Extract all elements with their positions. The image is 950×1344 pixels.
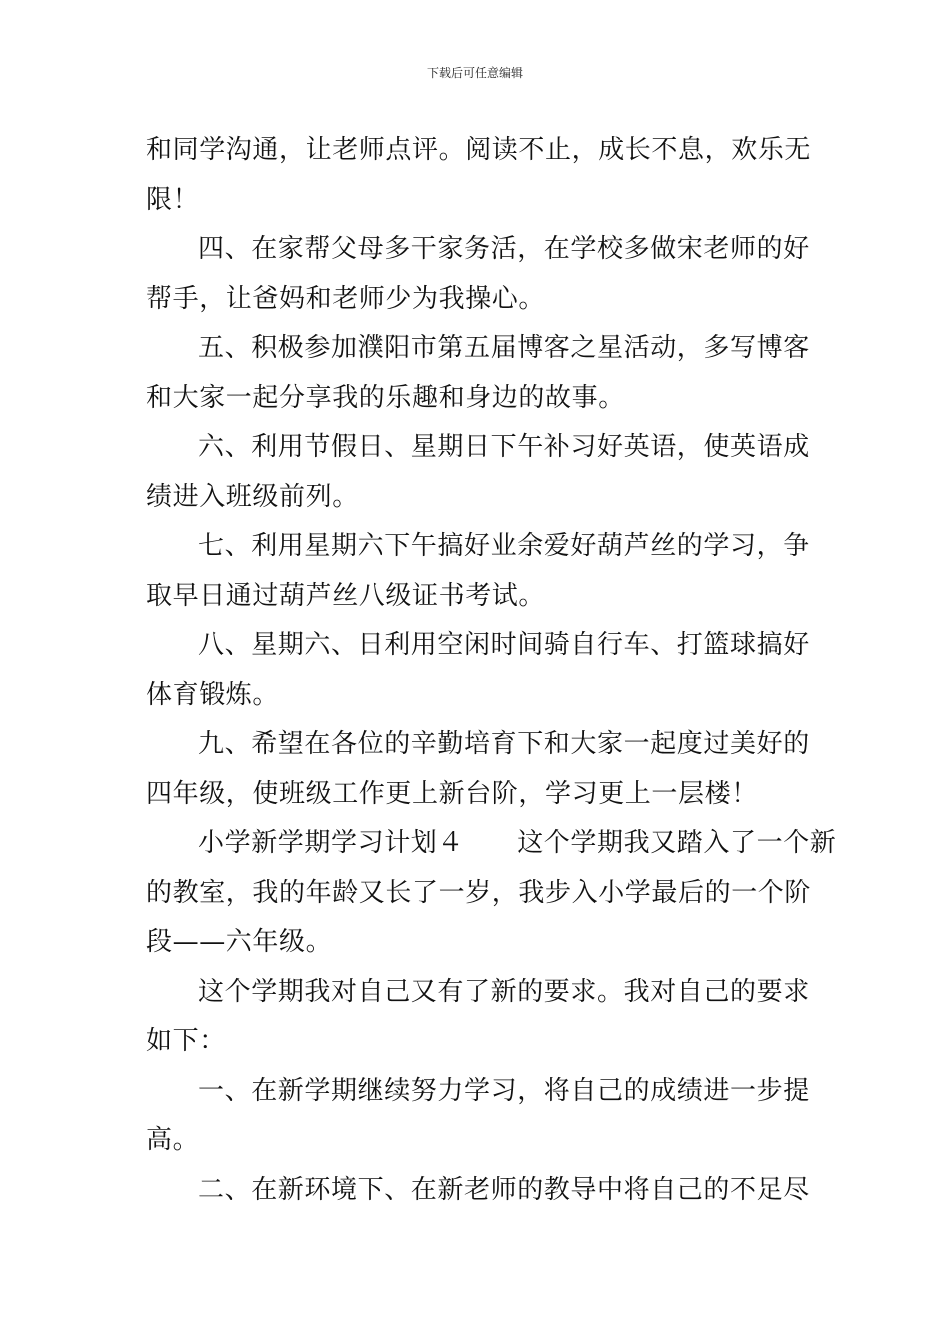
text-line: 五、积极参加濮阳市第五届博客之星活动，多写博客: [198, 333, 810, 363]
page-header: 下载后可任意编辑: [426, 66, 523, 80]
text-line: 九、希望在各位的辛勤培育下和大家一起度过美好的: [198, 729, 810, 759]
text-line: 的教室，我的年龄又长了一岁，我步入小学最后的一个阶: [146, 877, 812, 908]
text-line: 高。: [146, 1125, 200, 1155]
text-line: 段——六年级。: [146, 927, 333, 957]
text-line: 六、利用节假日、星期日下午补习好英语，使英语成: [198, 432, 810, 462]
document-body: [146, 126, 837, 1215]
text-line: 体育锻炼。: [146, 679, 280, 710]
text-line: 八、星期六、日利用空闲时间骑自行车、打篮球搞好: [198, 630, 810, 660]
text-line: 帮手，让爸妈和老师少为我操心。: [146, 283, 546, 314]
text-line: 取早日通过葫芦丝八级证书考试。: [146, 580, 546, 611]
text-line: 四年级，使班级工作更上新台阶，学习更上一层楼！: [146, 778, 758, 809]
text-line: 一、在新学期继续努力学习，将自己的成绩进一步提: [198, 1075, 810, 1106]
text-line: 限！: [146, 184, 200, 215]
text-line: 和大家一起分享我的乐趣和身边的故事。: [146, 382, 625, 413]
text-line: 小学新学期学习计划４ 这个学期我又踏入了一个新: [198, 828, 837, 858]
text-line: 和同学沟通，让老师点评。阅读不止，成长不息，欢乐无: [146, 135, 812, 165]
text-line: 绩进入班级前列。: [146, 481, 359, 512]
text-line: 这个学期我对自己又有了新的要求。我对自己的要求: [198, 976, 810, 1007]
text-line: 二、在新环境下、在新老师的教导中将自己的不足尽: [198, 1174, 810, 1205]
text-line: 七、利用星期六下午搞好业余爱好葫芦丝的学习，争: [198, 531, 810, 561]
text-line: 四、在家帮父母多干家务活，在学校多做宋老师的好: [198, 234, 810, 264]
text-line: 如下：: [146, 1026, 226, 1056]
